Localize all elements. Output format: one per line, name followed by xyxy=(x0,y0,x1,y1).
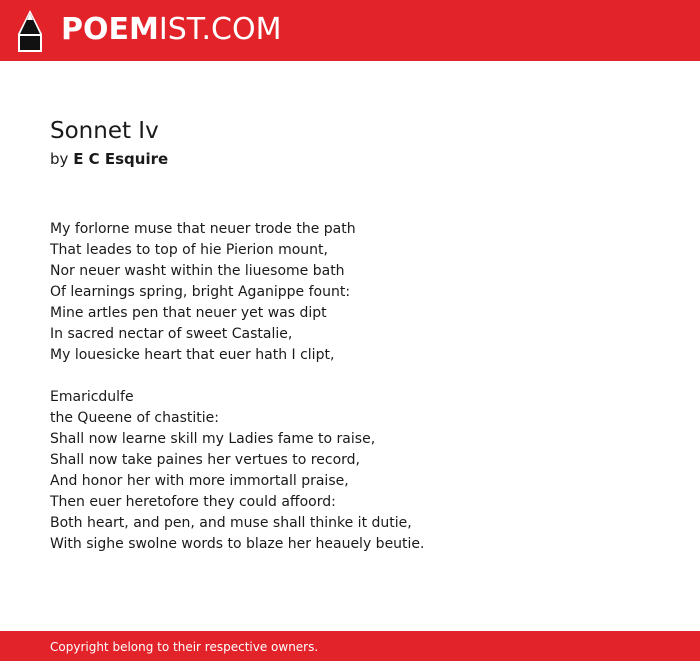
poem-line: Shall now take paines her vertues to record, xyxy=(50,452,360,468)
poem-line: My louesicke heart that euer hath I clipt, xyxy=(50,347,335,363)
poem-line: Nor neuer washt within the liuesome bath xyxy=(50,263,345,279)
poem-line: Then euer heretofore they could affoord: xyxy=(50,494,336,510)
poem-line: Both heart, and pen, and muse shall thinke it dutie, xyxy=(50,515,412,531)
stanza xyxy=(50,387,425,555)
site-header xyxy=(0,0,700,61)
site-footer xyxy=(0,631,700,661)
logo-brand-light: IST.COM xyxy=(158,12,282,47)
poem-line: In sacred nectar of sweet Castalie, xyxy=(50,326,293,342)
poem-line: With sighe swolne words to blaze her heauely beutie. xyxy=(50,536,425,552)
poem-line: Emaricdulfe xyxy=(50,389,134,405)
poem-line: Mine artles pen that neuer yet was dipt xyxy=(50,305,327,321)
stanza xyxy=(50,219,425,366)
by-label: by xyxy=(50,150,69,168)
copyright-notice: Copyright belong to their respective owners. xyxy=(50,640,319,654)
stanza-divider xyxy=(50,366,425,387)
poem-line: My forlorne muse that neuer trode the path xyxy=(50,221,356,237)
poem-line: That leades to top of hie Pierion mount, xyxy=(50,242,328,258)
poem-line: And honor her with more immortall praise, xyxy=(50,473,349,489)
pencil-tip-icon[interactable] xyxy=(17,9,43,53)
poem-body xyxy=(50,219,425,555)
poem-byline xyxy=(50,148,168,170)
poem-title: Sonnet Iv xyxy=(50,118,159,144)
poem-line: Shall now learne skill my Ladies fame to raise, xyxy=(50,431,376,447)
poem-line: the Queene of chastitie: xyxy=(50,410,219,426)
poem-line: Of learnings spring, bright Aganippe fount: xyxy=(50,284,351,300)
logo-brand-bold: POEM xyxy=(61,12,159,47)
poem-author: E C Esquire xyxy=(73,150,169,168)
site-logo[interactable] xyxy=(61,12,281,48)
